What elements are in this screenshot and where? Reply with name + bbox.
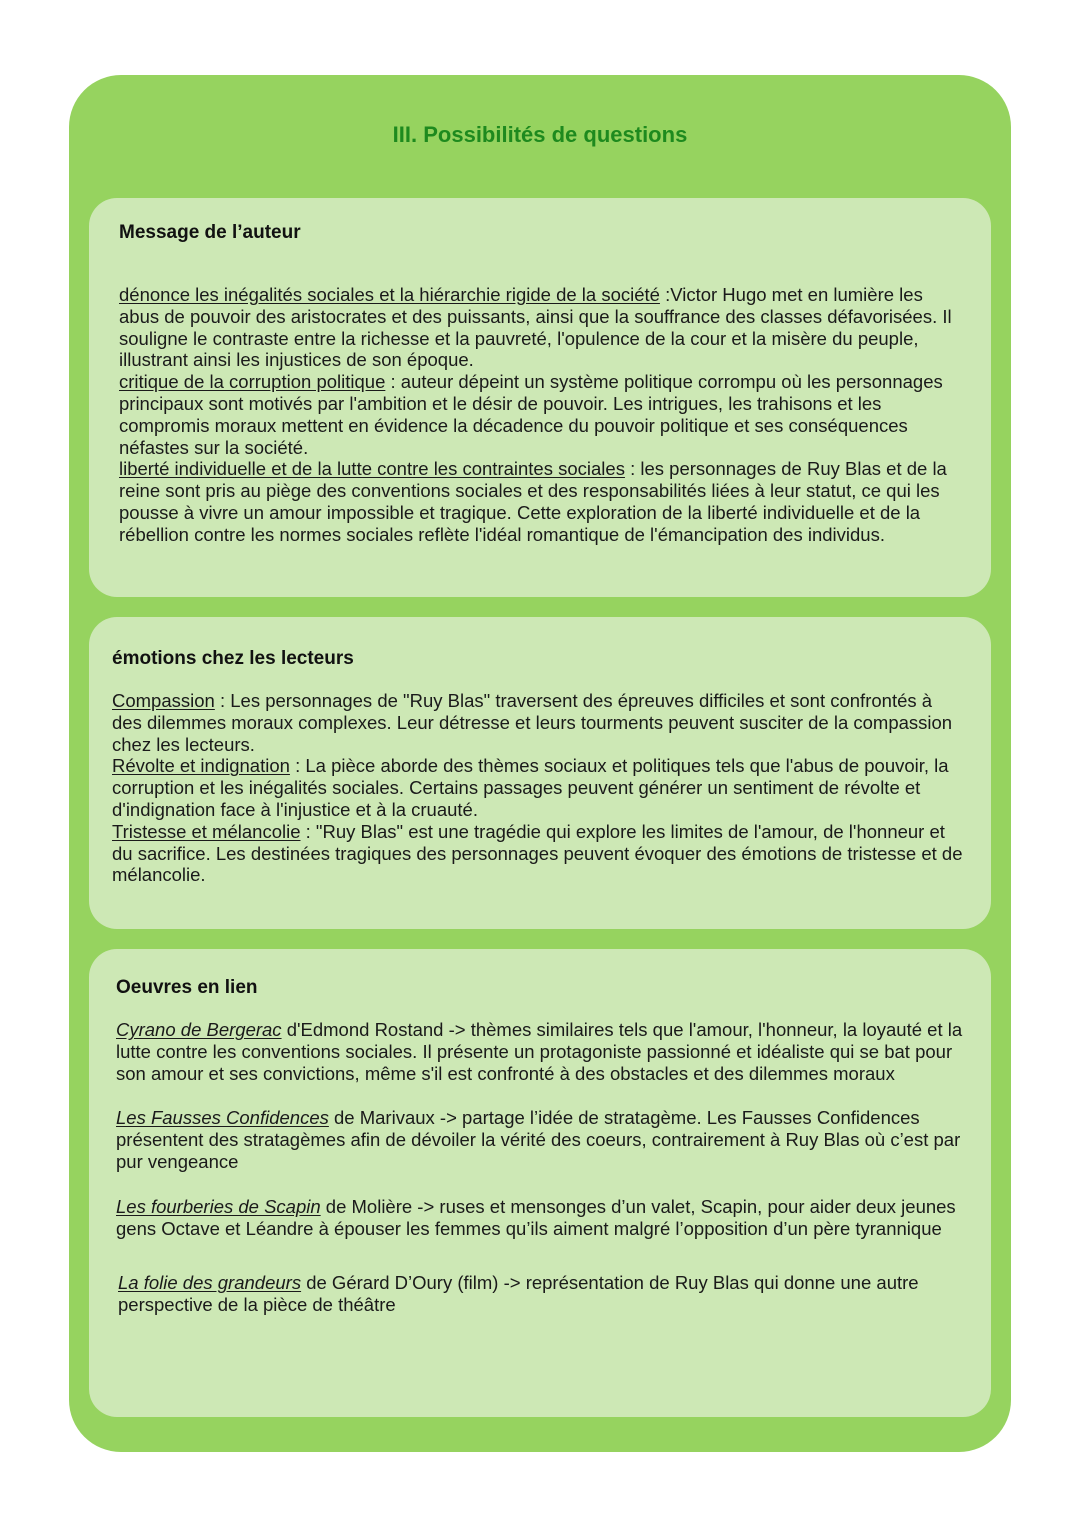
reader-emotions-card [89, 617, 991, 929]
emotion-text: : "Ruy Blas" est une tragédie qui explore les limites de l'amour, de l'honneur et du sacrifice. Les destinées tragiques des personnages peuvent évoquer des émotions de tristesse et de mélancolie. [112, 820, 963, 886]
work-description: d'Edmond Rostand -> thèmes similaires tels que l'amour, l'honneur, la loyauté et la lutte contre les conventions sociales. Il présente un protagoniste passionné et idéaliste qui se bat pour son amour et ses convictions, même s'il est confronté à des obstacles et des dilemmes moraux [116, 1019, 963, 1084]
theme-text: : auteur dépeint un système politique corrompu où les personnages principaux sont motivés par l'ambition et le désir de pouvoir. Les intrigues, les trahisons et les compromis moraux mettent en évidence la décadence du pouvoir politique et ses conséquences néfastes sur la société. [119, 371, 943, 458]
questions-panel [69, 75, 1011, 1452]
reader-emotions-heading: émotions chez les lecteurs [112, 648, 354, 669]
work-description: de Gérard D’Oury (film) -> représentation de Ruy Blas qui donne une autre perspective de la pièce de théâtre [118, 1272, 919, 1316]
work-title: La folie des grandeurs [118, 1272, 302, 1294]
author-message-heading: Message de l’auteur [119, 222, 301, 243]
author-message-body [119, 284, 965, 546]
work-title: Les Fausses Confidences [116, 1107, 329, 1129]
theme-term: liberté individuelle et de la lutte contre les contraintes sociales [119, 458, 625, 480]
emotion-term: Révolte et indignation [112, 755, 290, 777]
work-title: Cyrano de Bergerac [116, 1019, 282, 1040]
emotion-term: Compassion [112, 690, 215, 711]
related-work-item [116, 1019, 981, 1084]
related-works-heading: Oeuvres en lien [116, 977, 258, 998]
theme-term: critique de la corruption politique [119, 371, 386, 393]
theme-text: : les personnages de Ruy Blas et de la reine sont pris au piège des conventions sociales et des responsabilités liées à leur statut, ce qui les pousse à vivre un amour impossible et tragique. Cette exploration de la liberté individuelle et de la rébellion contre les normes sociales reflète l'idéal romantique de l'émancipation des individus. [119, 458, 947, 545]
related-work-item [116, 1107, 981, 1172]
emotion-term: Tristesse et mélancolie [112, 820, 301, 842]
work-description: de Molière -> ruses et mensonges d’un valet, Scapin, pour aider deux jeunes gens Octave et Léandre à épouser les femmes qu’ils aiment malgré l’opposition d’un père tyrannique [116, 1195, 956, 1239]
theme-term: dénonce les inégalités sociales et la hiérarchie rigide de la société [119, 284, 660, 305]
related-works-body [116, 1019, 981, 1316]
work-title: Les fourberies de Scapin [116, 1195, 321, 1217]
related-work-item [116, 1196, 981, 1240]
theme-text: :Victor Hugo met en lumière les abus de pouvoir des aristocrates et des puissants, ainsi que la souffrance des classes défavorisées. Il souligne le contraste entre la richesse et la pauvreté, l'opulence de la cour et la misère du peuple, illustrant ainsi les injustices de son époque. [119, 284, 952, 371]
related-works-card [89, 949, 991, 1417]
author-message-card [89, 198, 991, 597]
author-message-paragraph [119, 284, 965, 546]
related-work-item [116, 1272, 981, 1316]
emotion-text: : La pièce aborde des thèmes sociaux et politiques tels que l'abus de pouvoir, la corruption et les inégalités sociales. Certains passages peuvent générer un sentiment de révolte et d'indignation face à l'injustice et à la cruauté. [112, 755, 949, 820]
reader-emotions-paragraph [112, 690, 965, 886]
reader-emotions-body [112, 690, 965, 886]
emotion-text: : Les personnages de "Ruy Blas" traversent des épreuves difficiles et sont confrontés à des dilemmes moraux complexes. Leur détresse et leurs tourments peuvent susciter de la compassion chez les lecteurs. [112, 690, 953, 755]
page-title: III. Possibilités de questions [392, 122, 688, 147]
work-description: de Marivaux -> partage l’idée de stratagème. Les Fausses Confidences présentent des stratagèmes afin de dévoiler la vérité des coeurs, contrairement à Ruy Blas où c’est par pur vengeance [116, 1107, 961, 1172]
